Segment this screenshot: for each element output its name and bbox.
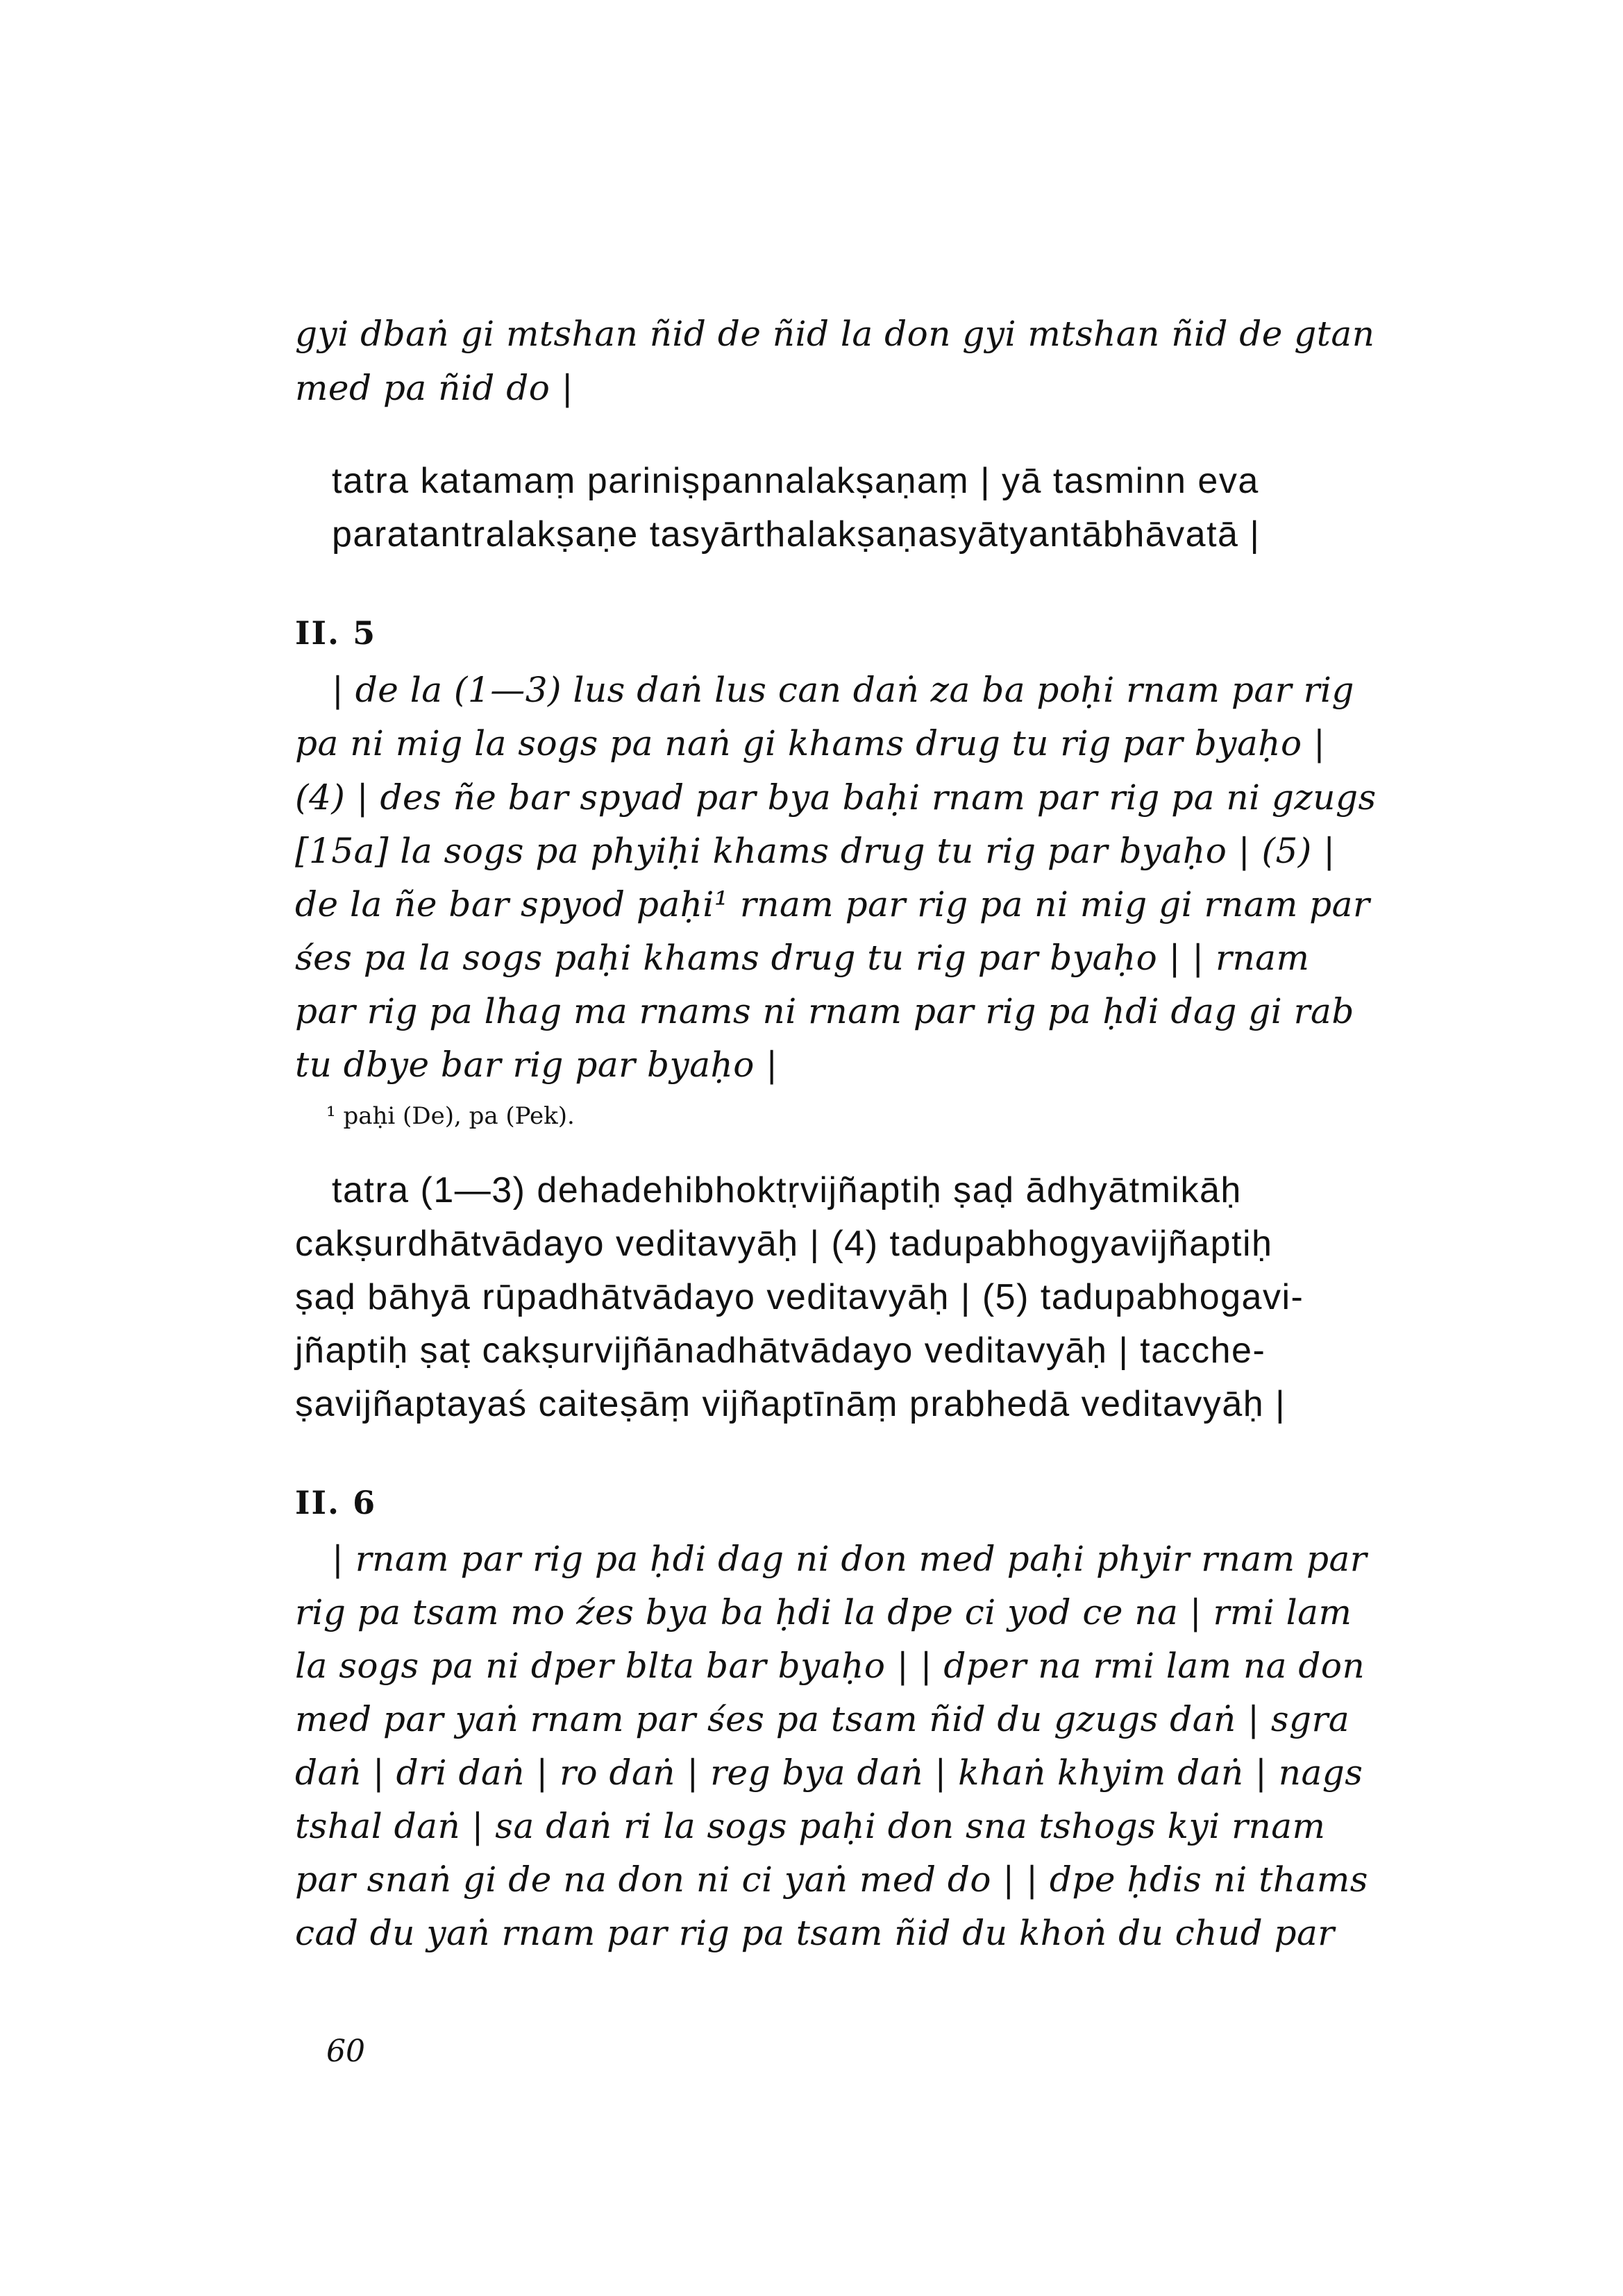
tibetan-line: śes pa la sogs paḥi khams drug tu rig par byaḥo | | rnam [295,938,1310,978]
tibetan-line: gyi dbaṅ gi mtshan ñid de ñid la don gyi mtshan ñid de gtan [295,314,1375,354]
tibetan-line: | rnam par rig pa ḥdi dag ni don med paḥi phyir rnam par [332,1539,1368,1579]
tibetan-line: tshal daṅ | sa daṅ ri la sogs paḥi don sna tshogs kyi rnam [295,1806,1326,1846]
tibetan-line: cad du yaṅ rnam par rig pa tsam ñid du khoṅ du chud par [295,1913,1335,1953]
tibetan-line: (4) | des ñe bar spyad par bya baḥi rnam par rig pa ni gzugs [295,777,1377,818]
tibetan-line: par rig pa lhag ma rnams ni rnam par rig pa ḥdi dag gi rab [295,991,1354,1031]
sanskrit-line: tatra katamaṃ pariniṣpannalakṣaṇaṃ | yā tasminn eva [332,461,1259,501]
tibetan-line: la sogs pa ni dper blta bar byaḥo | | dper na rmi lam na don [295,1646,1365,1686]
tibetan-line: tu dbye bar rig par byaḥo | [295,1045,778,1085]
section-heading: II. 6 [295,1484,377,1521]
sanskrit-line: tatra (1—3) dehadehibhoktṛvijñaptiḥ ṣaḍ ādhyātmikāḥ [332,1170,1242,1210]
sanskrit-line: paratantralakṣaṇe tasyārthalakṣaṇasyātyantābhāvatā | [332,514,1261,555]
tibetan-line: [15a] la sogs pa phyiḥi khams drug tu rig par byaḥo | (5) | [295,831,1336,871]
tibetan-line: med pa ñid do | [295,368,574,408]
tibetan-line: pa ni mig la sogs pa naṅ gi khams drug tu rig par byaḥo | [295,723,1326,763]
sanskrit-line: ṣavijñaptayaś caiteṣāṃ vijñaptīnāṃ prabhedā veditavyāḥ | [295,1384,1286,1424]
sanskrit-line: ṣaḍ bāhyā rūpadhātvādayo veditavyāḥ | (5) tadupabhogavi- [295,1277,1304,1317]
page-number: 60 [326,2034,365,2069]
tibetan-line: med par yaṅ rnam par śes pa tsam ñid du gzugs daṅ | sgra [295,1699,1350,1739]
section-heading: II. 5 [295,614,377,652]
tibetan-line: daṅ | dri daṅ | ro daṅ | reg bya daṅ | khaṅ khyim daṅ | nags [295,1753,1363,1793]
sanskrit-line: jñaptiḥ ṣaṭ cakṣurvijñānadhātvādayo veditavyāḥ | tacche- [295,1331,1266,1371]
tibetan-line: | de la (1—3) lus daṅ lus can daṅ za ba poḥi rnam par rig [332,670,1354,710]
tibetan-line: par snaṅ gi de na don ni ci yaṅ med do | | dpe ḥdis ni thams [295,1859,1368,1900]
sanskrit-line: cakṣurdhātvādayo veditavyāḥ | (4) tadupabhogyavijñaptiḥ [295,1224,1273,1264]
footnote: ¹ paḥi (De), pa (Pek). [326,1102,575,1130]
tibetan-line: de la ñe bar spyod paḥi¹ rnam par rig pa ni mig gi rnam par [295,884,1370,925]
tibetan-line: rig pa tsam mo źes bya ba ḥdi la dpe ci yod ce na | rmi lam [295,1592,1352,1632]
